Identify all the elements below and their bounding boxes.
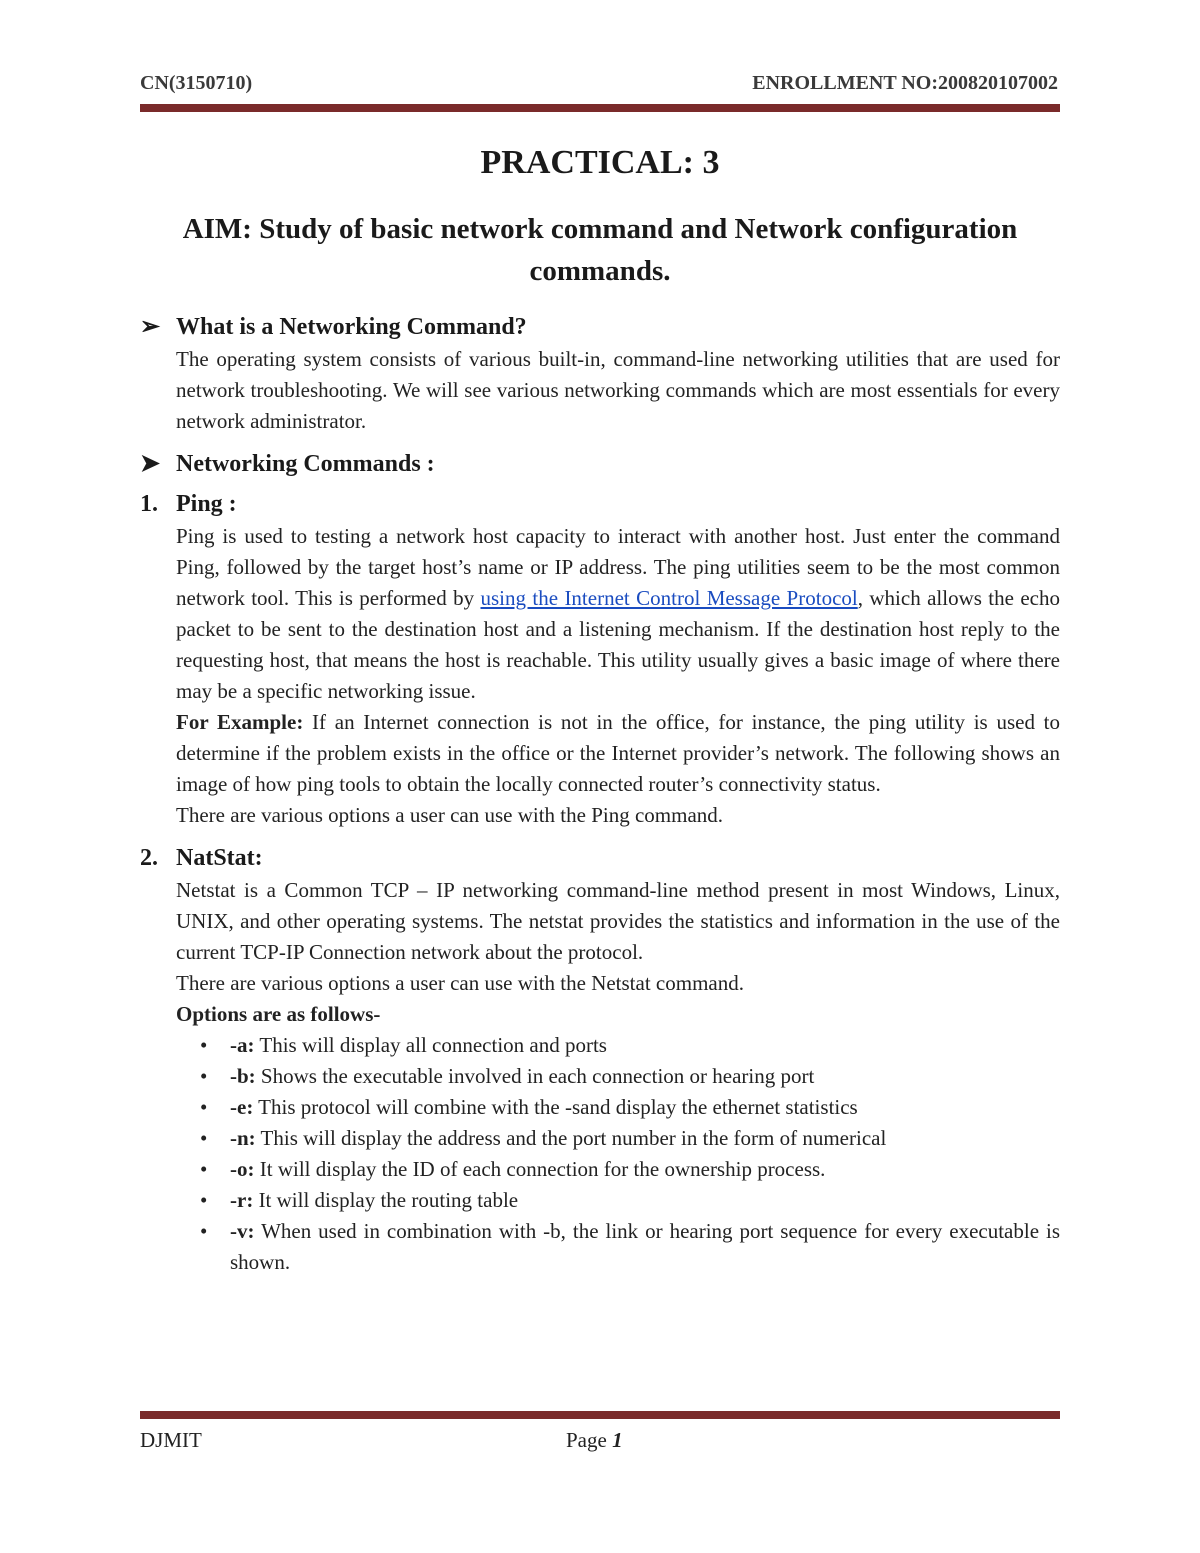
section-body-what-is	[140, 344, 1060, 437]
list-item: • -v: When used in combination with -b, the link or hearing port sequence for every executable is shown.	[176, 1216, 1060, 1278]
paragraph: For Example: If an Internet connection is not in the office, for instance, the ping utility is used to determine if the problem exists in the office or the Internet provider’s network. The following shows an image of how ping tools to obtain the locally connected router’s connectivity status.	[176, 710, 1060, 796]
paragraph: There are various options a user can use with the Ping command.	[176, 803, 724, 827]
subsection-body-ping	[140, 521, 1060, 831]
section-heading-networking-commands	[140, 447, 1060, 481]
list-item: • -r: It will display the routing table	[176, 1185, 1060, 1216]
page-number: Page 1	[566, 1428, 623, 1452]
bullet-icon: •	[200, 1157, 208, 1181]
footer-divider	[140, 1411, 1060, 1419]
header-divider	[140, 104, 1060, 112]
page-header	[140, 72, 1058, 95]
paragraph: Netstat is a Common TCP – IP networking command-line method present in most Windows, Linux, UNIX, and other operating systems. The netstat provides the statistics and information in the use of the current TCP-IP Connection network about the protocol.	[176, 878, 1060, 964]
document-body	[140, 310, 1060, 1278]
paragraph: The operating system consists of various built-in, command-line networking utilities that are used for network troubleshooting. We will see various networking commands which are most essentials for every network administrator.	[176, 347, 1060, 433]
bullet-icon: •	[200, 1219, 208, 1243]
subsection-heading-text: Ping :	[176, 491, 237, 517]
list-item: • -o: It will display the ID of each connection for the ownership process.	[176, 1154, 1060, 1185]
aim-statement: AIM: Study of basic network command and Network configuration commands.	[182, 213, 1018, 287]
bullet-icon: •	[200, 1095, 208, 1119]
options-label: Options are as follows-	[176, 1002, 381, 1026]
list-item: • -a: This will display all connection and ports	[176, 1030, 1060, 1061]
enrollment-number: ENROLLMENT NO:200820107002	[752, 72, 1058, 94]
list-item: • -b: Shows the executable involved in each connection or hearing port	[176, 1061, 1060, 1092]
bullet-icon: •	[200, 1064, 208, 1088]
bullet-icon: •	[200, 1188, 208, 1212]
footer-institute: DJMIT	[140, 1428, 202, 1452]
section-heading-what-is	[140, 310, 1060, 344]
section-heading-text: What is a Networking Command?	[176, 314, 527, 340]
list-item: • -n: This will display the address and the port number in the form of numerical	[176, 1123, 1060, 1154]
subsection-body-netstat	[140, 875, 1060, 1030]
icmp-link[interactable]: using the Internet Control Message Protocol	[480, 586, 858, 610]
page-title: PRACTICAL: 3	[480, 144, 720, 181]
arrow-bullet-icon: ➤	[140, 451, 161, 477]
course-code: CN(3150710)	[140, 72, 253, 94]
list-item: • -e: This protocol will combine with the -sand display the ethernet statistics	[176, 1092, 1060, 1123]
list-number: 2.	[140, 845, 158, 871]
paragraph: There are various options a user can use with the Netstat command.	[176, 971, 744, 995]
section-heading-text: Networking Commands :	[176, 451, 435, 477]
bullet-icon: •	[200, 1126, 208, 1150]
example-label: For Example:	[176, 710, 304, 734]
netstat-options-list	[140, 1030, 1060, 1278]
subsection-heading-netstat	[140, 841, 1060, 875]
list-number: 1.	[140, 491, 158, 517]
bullet-icon: •	[200, 1033, 208, 1057]
arrow-bullet-icon: ➢	[140, 314, 161, 340]
subsection-heading-text: NatStat:	[176, 845, 263, 871]
subsection-heading-ping	[140, 487, 1060, 521]
paragraph: Ping is used to testing a network host capacity to interact with another host. Just enter the command Ping, followed by the target host’s name or IP address. The ping utilities seem to be the most common network tool. This is performed by using the Internet Control Message Protocol, which allows the echo packet to be sent to the destination host and a listening mechanism. If the destination host reply to the requesting host, that means the host is reachable. This utility usually gives a basic image of where there may be a specific networking issue.	[176, 524, 1060, 703]
